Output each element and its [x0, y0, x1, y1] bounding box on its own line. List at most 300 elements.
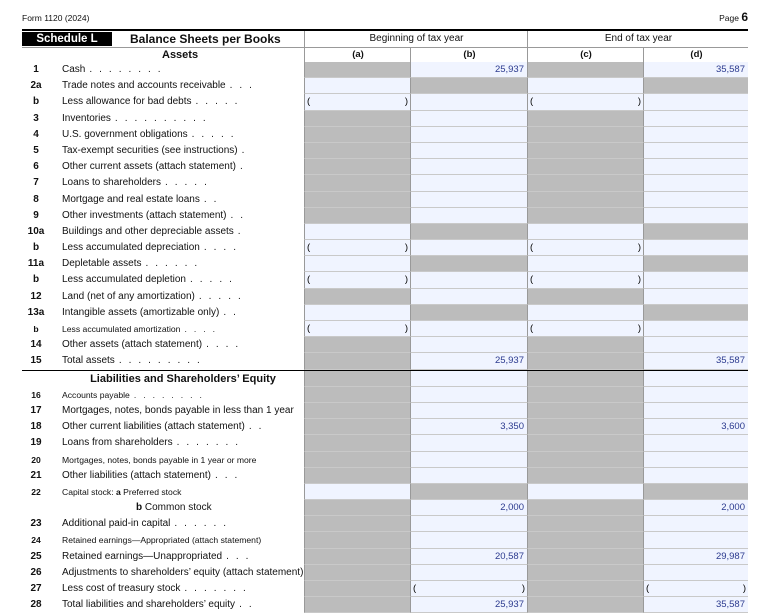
- liabilities-section-header: [22, 370, 748, 387]
- amount-cell-a[interactable]: [304, 224, 410, 240]
- line-description: b Common stock: [136, 502, 212, 514]
- amount-cell-c: [527, 192, 643, 208]
- row-label: [22, 240, 304, 256]
- amount-cell-c[interactable]: [527, 240, 643, 256]
- table-row: [22, 289, 748, 305]
- amount-cell-c: [527, 387, 643, 403]
- schedule-title: Balance Sheets per Books: [130, 32, 281, 46]
- page-number: Page 6: [719, 10, 748, 24]
- amount-cell-b[interactable]: [410, 289, 527, 305]
- amount-cell-b[interactable]: [410, 581, 527, 597]
- line-number: 18: [30, 421, 42, 433]
- amount-cell-d: [643, 256, 748, 272]
- col-d-header: (d): [643, 48, 749, 62]
- amount-cell-b[interactable]: [410, 111, 527, 127]
- amount-cell-b[interactable]: [410, 387, 527, 403]
- line-description: Additional paid-in capital ......: [62, 518, 234, 530]
- line-description: Trade notes and accounts receivable ...: [62, 80, 259, 92]
- line-number: 3: [33, 112, 39, 124]
- table-row: [22, 111, 748, 127]
- amount-cell-a: [304, 581, 410, 597]
- amount-cell-b[interactable]: [410, 403, 527, 419]
- amount-cell-b[interactable]: 2,000: [410, 500, 527, 516]
- amount-cell-b[interactable]: [410, 127, 527, 143]
- table-row: [22, 419, 748, 435]
- table-row: [22, 78, 748, 94]
- table-row: [22, 435, 748, 451]
- amount-cell-a: [304, 549, 410, 565]
- amount-cell-d[interactable]: [643, 143, 748, 159]
- end-year-header: End of tax year: [527, 31, 749, 47]
- leader-dots: .: [241, 144, 252, 156]
- leader-dots: ..: [248, 421, 269, 433]
- row-label: [22, 256, 304, 272]
- amount-cell-a: [304, 452, 410, 468]
- line-number: b: [32, 274, 40, 286]
- table-row: [22, 224, 748, 240]
- amount-cell-a[interactable]: [304, 484, 410, 500]
- line-number: 9: [33, 209, 39, 221]
- amount-cell-c[interactable]: [527, 224, 643, 240]
- amount-cell-d[interactable]: [643, 240, 748, 256]
- amount-cell-d[interactable]: [643, 159, 748, 175]
- row-label: [22, 419, 304, 435]
- line-description: Intangible assets (amortizable only) ..: [62, 306, 243, 318]
- row-label: [22, 387, 304, 403]
- table-row: [22, 143, 748, 159]
- line-description: Capital stock: a Preferred stock: [62, 486, 182, 497]
- beginning-year-header: Beginning of tax year: [304, 31, 528, 47]
- row-label: [22, 305, 304, 321]
- table-row: [22, 452, 748, 468]
- line-number: 25: [30, 550, 42, 562]
- amount-cell-a[interactable]: [304, 78, 410, 94]
- schedule-header: [22, 31, 748, 48]
- line-description: Less accumulated depreciation ....: [62, 242, 243, 254]
- table-row: [22, 127, 748, 143]
- leader-dots: ......: [145, 258, 205, 270]
- amount-cell-d[interactable]: [643, 192, 748, 208]
- row-label: [22, 94, 304, 110]
- amount-cell-b[interactable]: [410, 143, 527, 159]
- amount-cell-c: [527, 435, 643, 451]
- table-row: [22, 305, 748, 321]
- amount-cell-d[interactable]: 35,587: [643, 353, 748, 369]
- amount-cell-d[interactable]: 29,987: [643, 549, 748, 565]
- line-description: Loans to shareholders .....: [62, 177, 214, 189]
- amount-cell-b[interactable]: [410, 240, 527, 256]
- shade-a: [304, 371, 410, 387]
- table-row: [22, 62, 748, 78]
- amount-cell-c[interactable]: [527, 256, 643, 272]
- line-description: Depletable assets ......: [62, 258, 205, 270]
- amount-cell-b: [410, 224, 527, 240]
- amount-cell-d[interactable]: [643, 94, 748, 110]
- row-label: [22, 500, 304, 516]
- amount-cell-c[interactable]: [527, 321, 643, 337]
- amount-cell-a: [304, 337, 410, 353]
- amount-cell-a: [304, 127, 410, 143]
- row-label: [22, 62, 304, 78]
- table-row: [22, 256, 748, 272]
- line-number: 6: [33, 161, 39, 173]
- line-description: Mortgages, notes, bonds payable in 1 year or more: [62, 454, 257, 465]
- amount-cell-a: [304, 208, 410, 224]
- amount-cell-b[interactable]: 25,937: [410, 597, 527, 613]
- col-a-header: (a): [304, 48, 411, 62]
- amount-cell-a[interactable]: [304, 321, 410, 337]
- line-number: 23: [30, 518, 42, 530]
- line-description: Land (net of any amortization) .....: [62, 290, 248, 302]
- amount-cell-b[interactable]: 3,350: [410, 419, 527, 435]
- shade-c: [527, 371, 643, 387]
- amount-cell-b[interactable]: [410, 192, 527, 208]
- row-label: [22, 516, 304, 532]
- amount-cell-c: [527, 452, 643, 468]
- amount-cell-b[interactable]: [410, 532, 527, 548]
- shade-b: [410, 371, 527, 387]
- amount-cell-d[interactable]: [643, 532, 748, 548]
- amount-cell-d: [643, 78, 748, 94]
- amount-cell-a[interactable]: [304, 256, 410, 272]
- table-row: [22, 208, 748, 224]
- leader-dots: ..........: [114, 112, 213, 124]
- amount-cell-a: [304, 419, 410, 435]
- form-header: [22, 9, 748, 25]
- amount-cell-c[interactable]: [527, 78, 643, 94]
- line-number: 2a: [30, 80, 42, 92]
- table-row: [22, 272, 748, 288]
- leader-dots: ..: [239, 599, 259, 611]
- amount-cell-a: [304, 289, 410, 305]
- amount-cell-a[interactable]: [304, 240, 410, 256]
- amount-cell-c: [527, 127, 643, 143]
- table-row: [22, 468, 748, 484]
- line-number: 22: [31, 486, 41, 497]
- schedule-l-table: [22, 29, 748, 613]
- col-c-header: (c): [527, 48, 644, 62]
- line-number: 1: [33, 64, 39, 75]
- leader-dots: ...: [214, 469, 245, 481]
- row-label: [22, 403, 304, 419]
- table-row: [22, 581, 748, 597]
- table-row: [22, 175, 748, 191]
- line-description: Retained earnings—Unappropriated ...: [62, 550, 256, 562]
- line-number: 7: [33, 177, 39, 189]
- amount-cell-d[interactable]: [643, 175, 748, 191]
- amount-cell-d[interactable]: [643, 289, 748, 305]
- line-description: Total liabilities and shareholders’ equity ..: [62, 599, 259, 611]
- amount-cell-b[interactable]: [410, 159, 527, 175]
- leader-dots: ....: [203, 242, 243, 254]
- amount-cell-a: [304, 435, 410, 451]
- amount-cell-d[interactable]: [643, 452, 748, 468]
- table-row: [22, 549, 748, 565]
- line-description: Less accumulated depletion .....: [62, 274, 239, 286]
- amount-cell-b[interactable]: [410, 321, 527, 337]
- table-row: [22, 516, 748, 532]
- amount-cell-b[interactable]: [410, 94, 527, 110]
- line-description: Inventories ..........: [62, 112, 213, 124]
- line-description: U.S. government obligations .....: [62, 128, 241, 140]
- leader-dots: .........: [118, 355, 207, 367]
- line-description: Buildings and other depreciable assets .: [62, 225, 248, 237]
- line-number: 11a: [27, 258, 45, 270]
- amount-cell-a: [304, 387, 410, 403]
- amount-cell-d[interactable]: [643, 208, 748, 224]
- amount-cell-b: [410, 305, 527, 321]
- line-description: Less cost of treasury stock .......: [62, 583, 253, 594]
- line-description: Accounts payable ........: [62, 389, 209, 400]
- leader-dots: ..: [230, 209, 251, 221]
- table-row: [22, 159, 748, 175]
- leader-dots: ......: [174, 518, 234, 530]
- amount-cell-c: [527, 532, 643, 548]
- amount-cell-a: [304, 353, 410, 369]
- row-label: [22, 272, 304, 288]
- leader-dots: .....: [195, 96, 245, 108]
- leader-dots: .....: [189, 274, 239, 286]
- line-description: Other assets (attach statement) ....: [62, 339, 246, 351]
- line-description: Less accumulated amortization ....: [62, 324, 223, 334]
- row-label: [22, 468, 304, 484]
- line-number: 27: [30, 583, 42, 594]
- leader-dots: .......: [184, 583, 253, 594]
- amount-cell-a: [304, 500, 410, 516]
- leader-dots: ........: [133, 389, 209, 400]
- leader-dots: ..: [223, 306, 243, 318]
- row-label: [22, 208, 304, 224]
- amount-cell-a: [304, 111, 410, 127]
- amount-cell-d: [643, 305, 748, 321]
- line-number: 14: [30, 339, 42, 351]
- line-number: 12: [30, 290, 42, 302]
- amount-cell-b: [410, 484, 527, 500]
- amount-cell-a: [304, 159, 410, 175]
- amount-cell-d[interactable]: [643, 272, 748, 288]
- amount-cell-d[interactable]: [643, 321, 748, 337]
- amount-cell-c: [527, 516, 643, 532]
- table-row: [22, 500, 748, 516]
- line-number: b: [32, 242, 40, 254]
- line-description: Tax-exempt securities (see instructions) .: [62, 144, 252, 156]
- shade-d: [643, 371, 748, 387]
- row-label: [22, 289, 304, 305]
- amount-cell-d[interactable]: 3,600: [643, 419, 748, 435]
- leader-dots: .: [239, 161, 250, 173]
- amount-cell-d[interactable]: [643, 387, 748, 403]
- row-label: [22, 532, 304, 548]
- amount-cell-c: [527, 143, 643, 159]
- row-label: [22, 484, 304, 500]
- amount-cell-a: [304, 468, 410, 484]
- row-label: [22, 78, 304, 94]
- line-description: Less allowance for bad debts .....: [62, 96, 245, 108]
- line-number: 13a: [27, 306, 45, 318]
- line-number: 16: [31, 389, 41, 400]
- amount-cell-c: [527, 159, 643, 175]
- row-label: [22, 452, 304, 468]
- line-description: Other liabilities (attach statement) ...: [62, 469, 245, 481]
- line-number: 4: [33, 128, 39, 140]
- amount-cell-b[interactable]: [410, 208, 527, 224]
- table-row: [22, 484, 748, 500]
- col-b-header: (b): [410, 48, 528, 62]
- line-number: 5: [33, 144, 39, 156]
- line-description: Adjustments to shareholders’ equity (attach statement): [62, 566, 304, 578]
- amount-cell-c: [527, 353, 643, 369]
- amount-cell-c: [527, 111, 643, 127]
- leader-dots: ....: [206, 339, 246, 351]
- amount-cell-a: [304, 62, 410, 78]
- line-number: b: [33, 324, 39, 334]
- leader-dots: ....: [184, 324, 223, 334]
- table-row: [22, 387, 748, 403]
- amount-cell-d[interactable]: [643, 435, 748, 451]
- amount-cell-c: [527, 565, 643, 581]
- leader-dots: ........: [89, 64, 168, 75]
- line-description: Mortgages, notes, bonds payable in less than 1 year: [62, 404, 294, 416]
- amount-cell-b: [410, 78, 527, 94]
- schedule-rows: [22, 62, 748, 613]
- leader-dots: .....: [198, 290, 248, 302]
- amount-cell-c: [527, 403, 643, 419]
- amount-cell-b[interactable]: 25,937: [410, 62, 527, 78]
- amount-cell-c: [527, 175, 643, 191]
- form-id: Form 1120 (2024): [22, 13, 90, 23]
- leader-dots: ...: [226, 550, 256, 562]
- line-description: Mortgage and real estate loans ..: [62, 193, 224, 205]
- line-number: 28: [30, 599, 42, 611]
- amount-cell-d: [643, 224, 748, 240]
- amount-cell-c[interactable]: [527, 272, 643, 288]
- amount-cell-b[interactable]: [410, 452, 527, 468]
- amount-cell-c: [527, 500, 643, 516]
- amount-cell-c[interactable]: [527, 484, 643, 500]
- amount-cell-b[interactable]: [410, 337, 527, 353]
- line-description: Total assets .........: [62, 355, 207, 367]
- line-description: Other current assets (attach statement) .: [62, 161, 250, 173]
- leader-dots: .....: [191, 128, 241, 140]
- amount-cell-d[interactable]: [643, 516, 748, 532]
- line-description: Retained earnings—Appropriated (attach statement): [62, 535, 262, 546]
- amount-cell-c: [527, 549, 643, 565]
- leader-dots: .......: [176, 437, 246, 449]
- table-row: [22, 94, 748, 110]
- row-label: [22, 321, 304, 337]
- amount-cell-d[interactable]: [643, 111, 748, 127]
- line-number: 21: [30, 469, 42, 481]
- row-label: [22, 224, 304, 240]
- line-description: Cash ........: [62, 64, 168, 75]
- amount-cell-b[interactable]: [410, 468, 527, 484]
- amount-cell-d[interactable]: [643, 127, 748, 143]
- table-row: [22, 321, 748, 337]
- row-label: [22, 111, 304, 127]
- table-row: [22, 240, 748, 256]
- amount-cell-c[interactable]: [527, 94, 643, 110]
- column-header-row: [22, 48, 748, 62]
- line-number: 15: [30, 355, 42, 367]
- row-label: [22, 581, 304, 597]
- amount-cell-b[interactable]: [410, 435, 527, 451]
- line-description: Other investments (attach statement) ..: [62, 209, 251, 221]
- amount-cell-b: [410, 256, 527, 272]
- amount-cell-a: [304, 143, 410, 159]
- amount-cell-d[interactable]: [643, 337, 748, 353]
- assets-heading: Assets: [162, 49, 199, 61]
- row-label: [22, 127, 304, 143]
- amount-cell-b[interactable]: [410, 516, 527, 532]
- table-row: [22, 565, 748, 581]
- amount-cell-c: [527, 62, 643, 78]
- amount-cell-d[interactable]: 35,587: [643, 62, 748, 78]
- amount-cell-a: [304, 403, 410, 419]
- row-label: [22, 175, 304, 191]
- amount-cell-c: [527, 208, 643, 224]
- amount-cell-d[interactable]: [643, 403, 748, 419]
- row-label: [22, 353, 304, 369]
- row-label: [22, 143, 304, 159]
- amount-cell-a[interactable]: [304, 305, 410, 321]
- leader-dots: ..: [203, 193, 224, 205]
- amount-cell-c: [527, 581, 643, 597]
- amount-cell-c: [527, 419, 643, 435]
- line-description: Loans from shareholders .......: [62, 437, 246, 449]
- amount-cell-d[interactable]: [643, 565, 748, 581]
- line-number: 26: [30, 566, 42, 578]
- amount-cell-d[interactable]: 35,587: [643, 597, 748, 613]
- row-label: [22, 565, 304, 581]
- line-number: 24: [31, 535, 41, 546]
- amount-cell-a: [304, 192, 410, 208]
- row-label: [22, 192, 304, 208]
- amount-cell-a: [304, 175, 410, 191]
- schedule-badge: Schedule L: [22, 32, 112, 46]
- amount-cell-b[interactable]: 25,937: [410, 353, 527, 369]
- amount-cell-b[interactable]: [410, 565, 527, 581]
- amount-cell-c: [527, 289, 643, 305]
- table-row: [22, 192, 748, 208]
- amount-cell-d[interactable]: 2,000: [643, 500, 748, 516]
- amount-cell-a[interactable]: [304, 272, 410, 288]
- amount-cell-d[interactable]: [643, 468, 748, 484]
- row-label: [22, 549, 304, 565]
- row-label: [22, 435, 304, 451]
- line-number: 20: [31, 454, 41, 465]
- line-description: Other current liabilities (attach statement) ..: [62, 421, 269, 433]
- row-label: [22, 337, 304, 353]
- amount-cell-b[interactable]: [410, 272, 527, 288]
- line-number: 8: [33, 193, 39, 205]
- table-row: [22, 403, 748, 419]
- amount-cell-d: [643, 484, 748, 500]
- amount-cell-c[interactable]: [527, 305, 643, 321]
- table-row: [22, 337, 748, 353]
- amount-cell-a[interactable]: [304, 94, 410, 110]
- amount-cell-d[interactable]: [643, 581, 748, 597]
- amount-cell-b[interactable]: 20,587: [410, 549, 527, 565]
- leader-dots: ...: [229, 80, 259, 92]
- line-number: 10a: [27, 225, 45, 237]
- amount-cell-a: [304, 516, 410, 532]
- line-number: 19: [30, 437, 42, 449]
- leader-dots: .: [237, 225, 248, 237]
- amount-cell-b[interactable]: [410, 175, 527, 191]
- table-row: [22, 532, 748, 548]
- amount-cell-a: [304, 532, 410, 548]
- amount-cell-c: [527, 468, 643, 484]
